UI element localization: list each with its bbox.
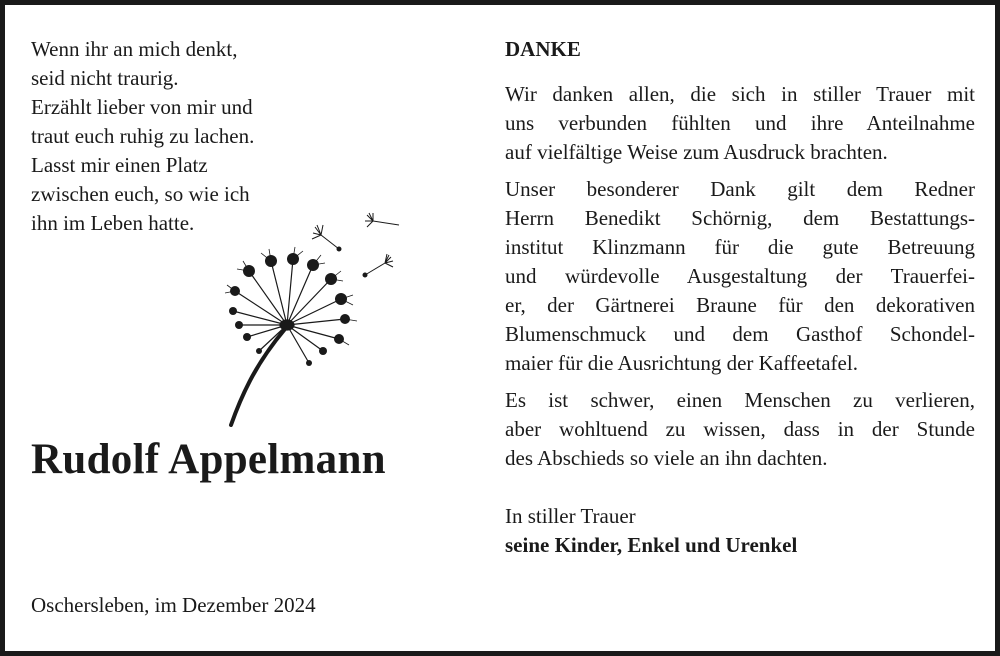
paragraph-line: Es ist schwer, einen Menschen zu verlieren,: [505, 388, 975, 412]
paragraph-line: Unser besonderer Dank gilt dem Redner: [505, 177, 975, 201]
poem-line: ihn im Leben hatte.: [31, 211, 195, 235]
paragraph-line: maier für die Ausrichtung der Kaffeetafel.: [505, 351, 858, 375]
poem-line: zwischen euch, so wie ich: [31, 182, 250, 206]
paragraph-line: er, der Gärtnerei Braune für den dekorativen: [505, 293, 975, 317]
paragraph-line: Wir danken allen, die sich in stiller Trauer mit: [505, 82, 975, 106]
thanks-paragraph-1: [505, 80, 975, 167]
signature: [505, 502, 975, 560]
paragraph-line: Herrn Benedikt Schörnig, dem Bestattungs-: [505, 206, 975, 230]
poem-line: seid nicht traurig.: [31, 66, 179, 90]
deceased-name: Rudolf Appelmann: [31, 436, 386, 483]
poem-line: Lasst mir einen Platz: [31, 153, 208, 177]
paragraph-line: und würdevolle Ausgestaltung der Trauerfei-: [505, 264, 975, 288]
paragraph-line: uns verbunden fühlten und ihre Anteilnahme: [505, 111, 975, 135]
thanks-heading: DANKE: [505, 37, 581, 61]
paragraph-line: des Abschieds so viele an ihn dachten.: [505, 446, 828, 470]
paragraph-line: institut Klinzmann für die gute Betreuung: [505, 235, 975, 259]
thanks-section: [505, 37, 975, 560]
signature-family: seine Kinder, Enkel und Urenkel: [505, 533, 798, 557]
place-date: Oschersleben, im Dezember 2024: [31, 593, 316, 617]
thanks-paragraph-2: [505, 175, 975, 378]
paragraph-line: auf vielfältige Weise zum Ausdruck brachten.: [505, 140, 888, 164]
thanks-paragraph-3: [505, 386, 975, 473]
signature-intro: In stiller Trauer: [505, 504, 636, 528]
poem-line: Wenn ihr an mich denkt,: [31, 37, 238, 61]
poem-line: traut euch ruhig zu lachen.: [31, 124, 255, 148]
poem-line: Erzählt lieber von mir und: [31, 95, 253, 119]
dandelion-illustration: [213, 201, 423, 427]
paragraph-line: aber wohltuend zu wissen, dass in der Stunde: [505, 417, 975, 441]
paragraph-line: Blumenschmuck und dem Gasthof Schondel-: [505, 322, 975, 346]
